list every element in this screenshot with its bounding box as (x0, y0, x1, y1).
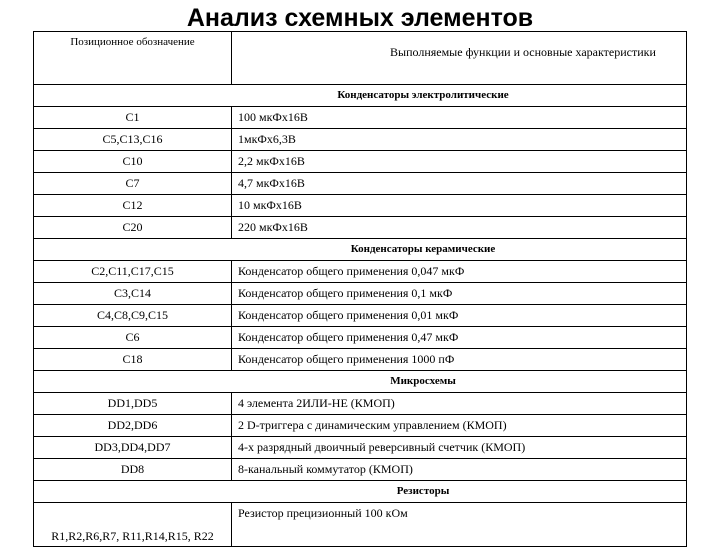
function-cell: 2,2 мкФх16В (232, 151, 687, 173)
function-cell: 4-х разрядный двоичный реверсивный счетчик (КМОП) (232, 437, 687, 459)
function-cell: Конденсатор общего применения 0,047 мкФ (232, 261, 687, 283)
section-title: Микросхемы (34, 371, 687, 393)
designation-cell: R1,R2,R6,R7, R11,R14,R15, R22 (34, 503, 232, 547)
section-header (34, 239, 687, 261)
table-row (34, 195, 687, 217)
designation-cell: C1 (34, 107, 232, 129)
function-cell: 4 элемента 2ИЛИ-НЕ (КМОП) (232, 393, 687, 415)
designation-cell: C2,C11,C17,C15 (34, 261, 232, 283)
function-cell: 100 мкФх16В (232, 107, 687, 129)
designation-cell: C18 (34, 349, 232, 371)
section-header (34, 371, 687, 393)
designation-cell: C12 (34, 195, 232, 217)
header-functions: Выполняемые функции и основные характеристики (232, 32, 687, 85)
designation-cell: C7 (34, 173, 232, 195)
header-designation: Позиционное обозначение (34, 32, 232, 85)
designation-cell: C10 (34, 151, 232, 173)
function-cell: Конденсатор общего применения 0,1 мкФ (232, 283, 687, 305)
designation-cell: C6 (34, 327, 232, 349)
table-row (34, 349, 687, 371)
function-cell: Конденсатор общего применения 0,47 мкФ (232, 327, 687, 349)
table-row (34, 173, 687, 195)
table-row (34, 459, 687, 481)
table-row (34, 327, 687, 349)
designation-cell: DD1,DD5 (34, 393, 232, 415)
function-cell: 10 мкФх16В (232, 195, 687, 217)
elements-table (33, 31, 687, 547)
designation-cell: C4,C8,C9,C15 (34, 305, 232, 327)
function-cell: Конденсатор общего применения 0,01 мкФ (232, 305, 687, 327)
function-cell: 1мкФх6,3В (232, 129, 687, 151)
page-title: Анализ схемных элементов (186, 4, 534, 32)
designation-cell: C5,C13,C16 (34, 129, 232, 151)
function-cell: 2 D-триггера с динамическим управлением (КМОП) (232, 415, 687, 437)
function-cell: Резистор прецизионный 100 кОм (232, 503, 687, 547)
table-row (34, 129, 687, 151)
table-row (34, 217, 687, 239)
table-row (34, 415, 687, 437)
section-header (34, 481, 687, 503)
table-row (34, 107, 687, 129)
table-row (34, 437, 687, 459)
table-header-row (34, 32, 687, 85)
function-cell: Конденсатор общего применения 1000 пФ (232, 349, 687, 371)
table-row (34, 283, 687, 305)
table-row (34, 393, 687, 415)
designation-cell: DD3,DD4,DD7 (34, 437, 232, 459)
designation-cell: DD2,DD6 (34, 415, 232, 437)
section-title: Резисторы (34, 481, 687, 503)
designation-cell: C3,C14 (34, 283, 232, 305)
function-cell: 8-канальный коммутатор (КМОП) (232, 459, 687, 481)
table-row (34, 151, 687, 173)
function-cell: 4,7 мкФх16В (232, 173, 687, 195)
table-row (34, 305, 687, 327)
function-cell: 220 мкФх16В (232, 217, 687, 239)
section-title: Конденсаторы электролитические (34, 85, 687, 107)
designation-cell: C20 (34, 217, 232, 239)
table-row (34, 261, 687, 283)
designation-cell: DD8 (34, 459, 232, 481)
section-header (34, 85, 687, 107)
section-title: Конденсаторы керамические (34, 239, 687, 261)
